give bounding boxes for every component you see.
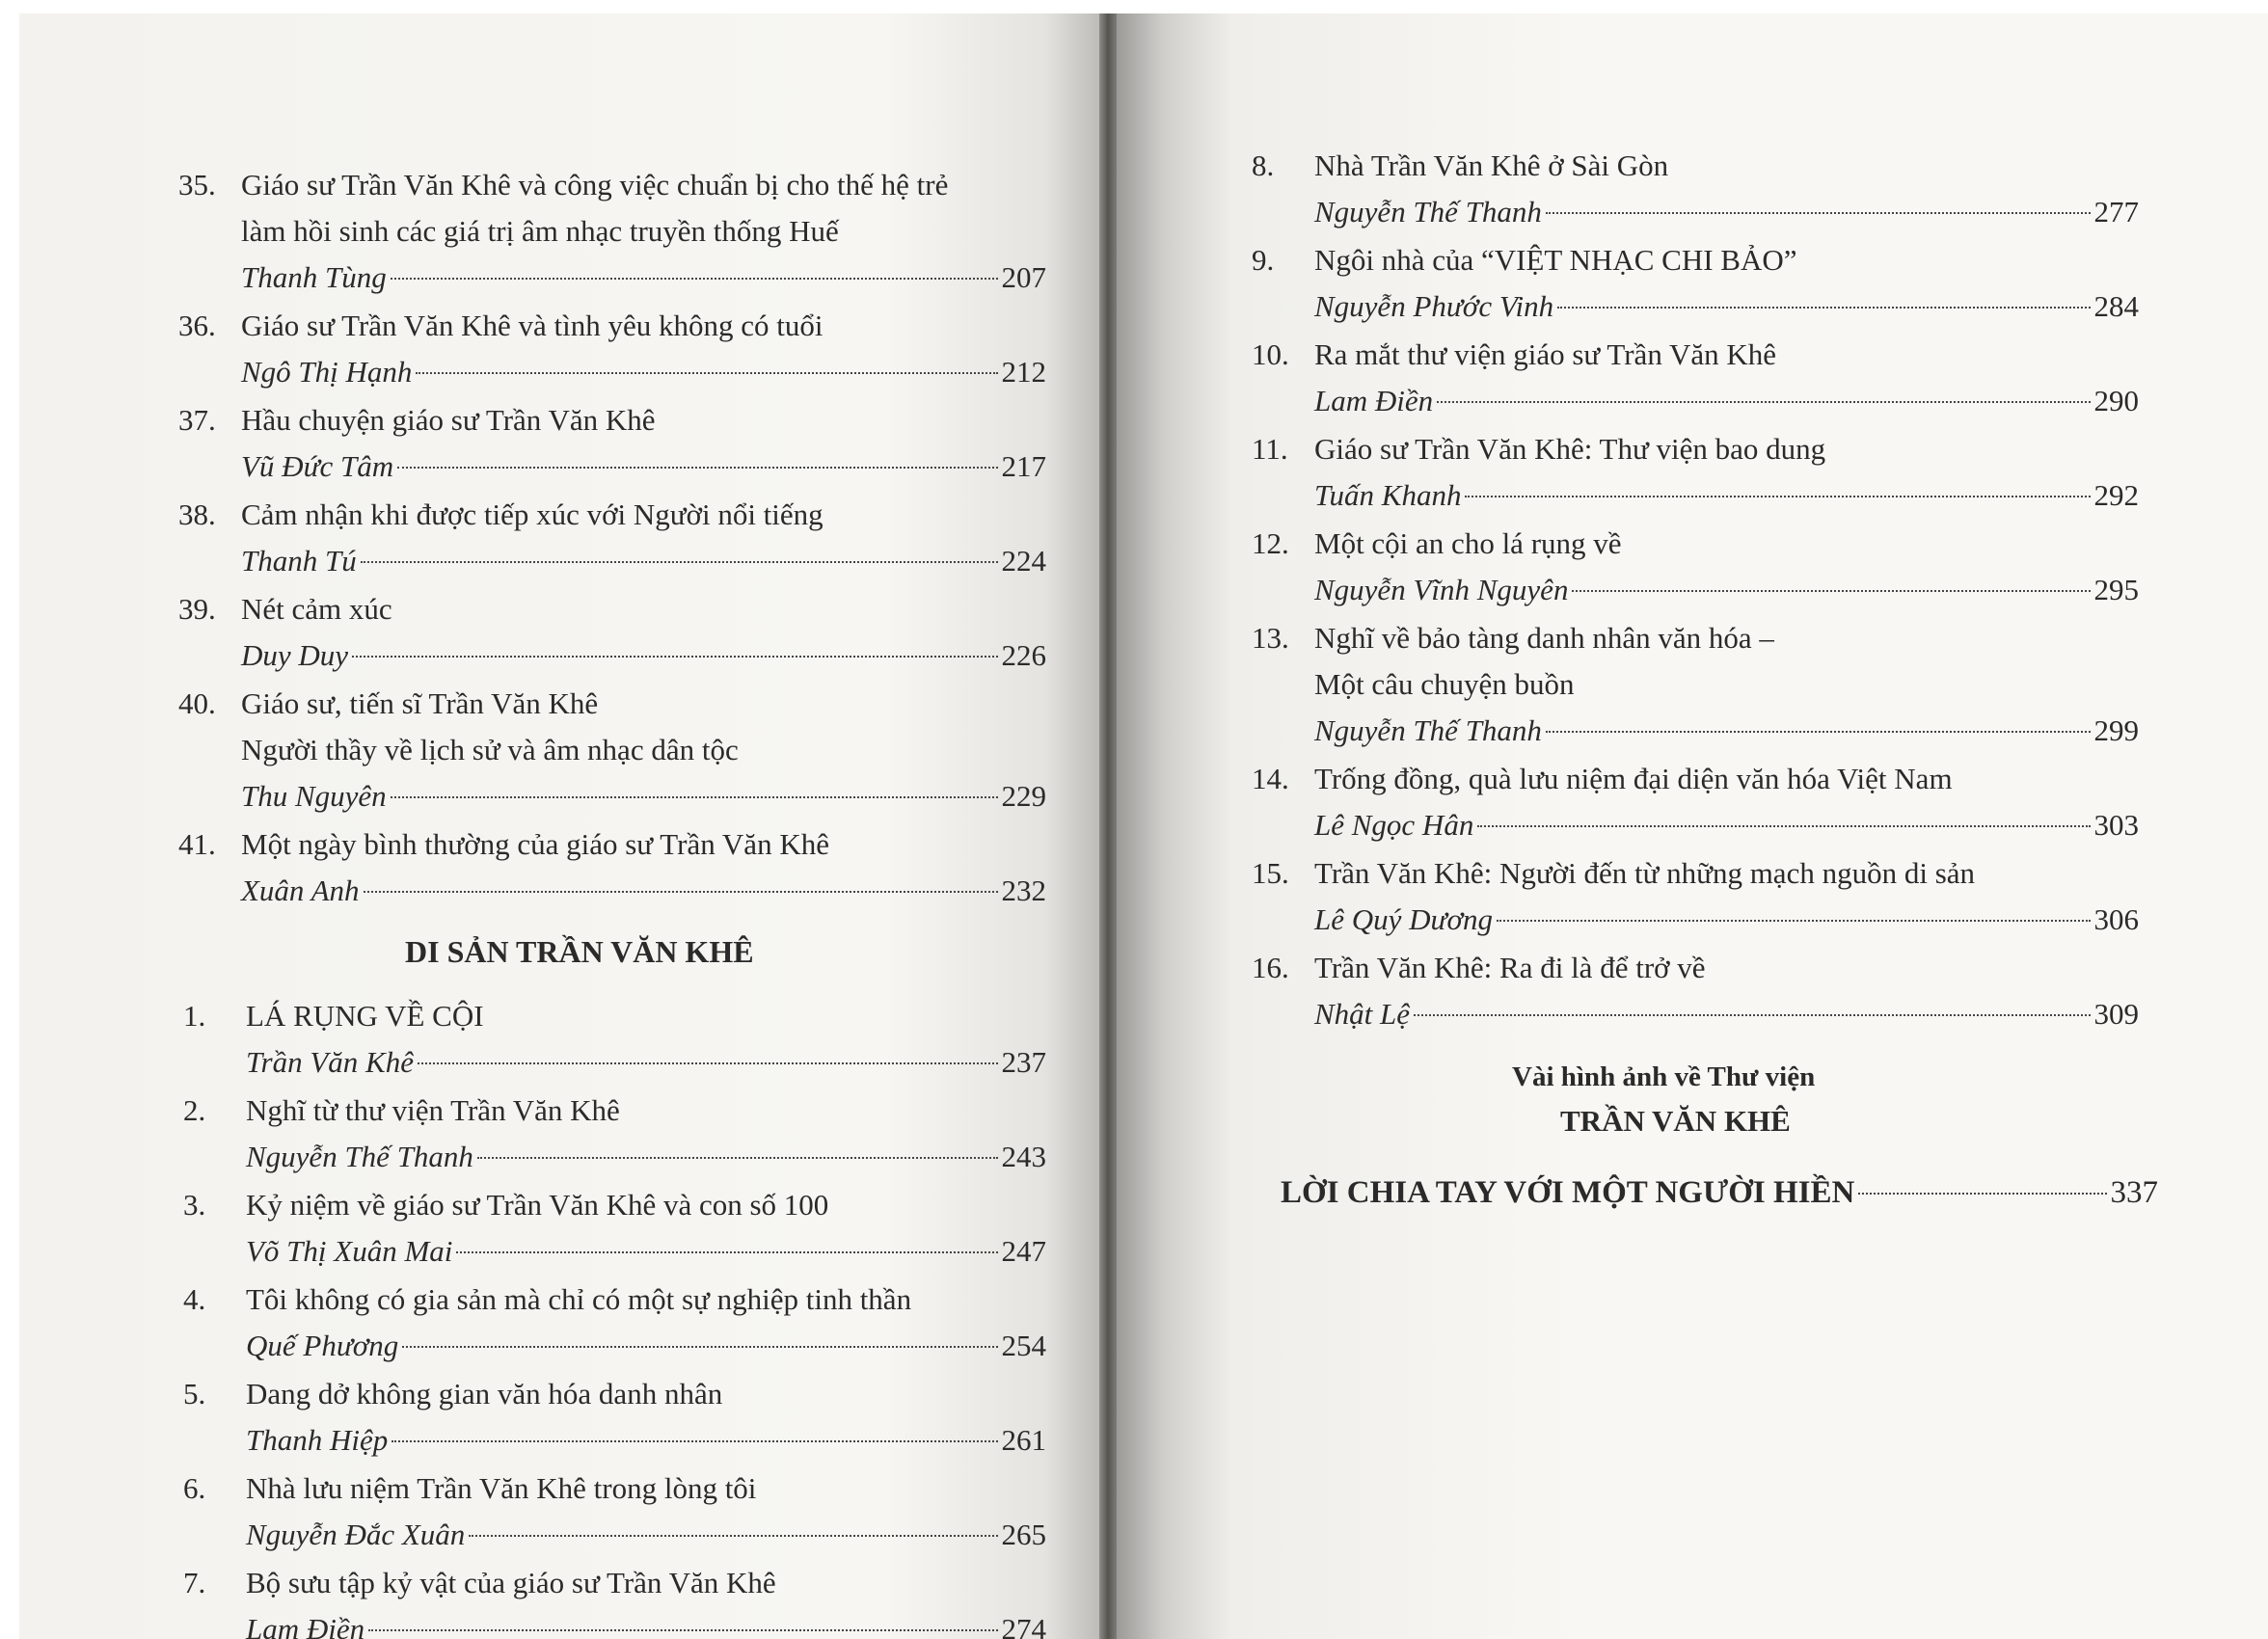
entry-page-number: 243 bbox=[1001, 1140, 1046, 1173]
entry-page-number: 299 bbox=[2093, 713, 2139, 747]
entry-author-line bbox=[241, 539, 1046, 583]
entry-author: Lam Điền bbox=[246, 1612, 365, 1639]
entry-author: Nguyễn Phước Vinh bbox=[1314, 289, 1554, 323]
entry-author-line bbox=[246, 1513, 1046, 1557]
entry-author-line bbox=[246, 1135, 1046, 1179]
dot-leader bbox=[391, 278, 998, 280]
entry-page-number: 292 bbox=[2093, 478, 2139, 512]
farewell-page-number: 337 bbox=[2110, 1175, 2158, 1210]
entry-title-line: Một cội an cho lá rụng về bbox=[1314, 526, 1622, 560]
photos-heading-line2: TRẦN VĂN KHÊ bbox=[1560, 1104, 1791, 1138]
entry-title-line: Một ngày bình thường của giáo sư Trần Văn Khê bbox=[241, 827, 829, 861]
entry-author-line bbox=[246, 1418, 1046, 1463]
entry-number: 40. bbox=[178, 686, 216, 720]
entry-page-number: 274 bbox=[1001, 1612, 1046, 1639]
entry-page-number: 237 bbox=[1001, 1045, 1046, 1079]
entry-author-line bbox=[246, 1229, 1046, 1274]
entry-author: Thanh Hiệp bbox=[246, 1423, 389, 1457]
entry-number: 8. bbox=[1252, 148, 1275, 182]
entry-page-number: 247 bbox=[1001, 1234, 1046, 1268]
entry-page-number: 226 bbox=[1001, 638, 1046, 672]
entry-author: Quế Phương bbox=[246, 1329, 399, 1362]
entry-number: 15. bbox=[1252, 856, 1289, 890]
entry-number: 13. bbox=[1252, 621, 1289, 655]
entry-page-number: 295 bbox=[2093, 573, 2139, 606]
entry-page-number: 277 bbox=[2093, 195, 2139, 228]
dot-leader bbox=[416, 372, 997, 374]
entry-page-number: 224 bbox=[1001, 544, 1046, 578]
entry-author-line bbox=[241, 633, 1046, 678]
entry-title-line: Nghĩ từ thư viện Trần Văn Khê bbox=[246, 1093, 620, 1127]
entry-author-line bbox=[246, 1324, 1046, 1368]
entry-author: Võ Thị Xuân Mai bbox=[246, 1234, 453, 1268]
entry-number: 12. bbox=[1252, 526, 1289, 560]
entry-number: 37. bbox=[178, 403, 216, 437]
entry-author: Lê Quý Dương bbox=[1314, 902, 1493, 936]
entry-title-line: Nhà Trần Văn Khê ở Sài Gòn bbox=[1314, 148, 1669, 182]
entry-page-number: 306 bbox=[2093, 902, 2139, 936]
dot-leader bbox=[1465, 496, 2090, 497]
farewell-line bbox=[1281, 1170, 2158, 1215]
entry-title-line: Ngôi nhà của “VIỆT NHẠC CHI BẢO” bbox=[1314, 243, 1797, 277]
entry-number: 10. bbox=[1252, 337, 1289, 371]
entry-number: 39. bbox=[178, 592, 216, 626]
entry-number: 38. bbox=[178, 497, 216, 531]
entry-title-line: Trần Văn Khê: Người đến từ những mạch nguồn di sản bbox=[1314, 856, 1976, 890]
entry-number: 41. bbox=[178, 827, 216, 861]
entry-number: 36. bbox=[178, 309, 216, 342]
dot-leader bbox=[402, 1346, 997, 1348]
entry-author: Nguyễn Thế Thanh bbox=[1314, 713, 1542, 747]
dot-leader bbox=[1858, 1193, 2106, 1195]
entry-page-number: 290 bbox=[2093, 384, 2139, 417]
dot-leader bbox=[364, 891, 998, 893]
entry-number: 2. bbox=[183, 1093, 206, 1127]
dot-leader bbox=[1437, 401, 2090, 403]
entry-author: Thu Nguyên bbox=[241, 779, 387, 813]
dot-leader bbox=[368, 1629, 997, 1631]
entry-number: 14. bbox=[1252, 762, 1289, 795]
dot-leader bbox=[361, 561, 998, 563]
entry-page-number: 284 bbox=[2093, 289, 2139, 323]
book-gutter bbox=[1099, 13, 1117, 1639]
entry-author-line bbox=[1314, 190, 2139, 234]
entry-author-line bbox=[1314, 898, 2139, 942]
entry-author-line bbox=[1314, 473, 2139, 518]
photos-heading-line1: Vài hình ảnh về Thư viện bbox=[1512, 1061, 1816, 1092]
entry-page-number: 229 bbox=[1001, 779, 1046, 813]
entry-number: 16. bbox=[1252, 951, 1289, 984]
entry-title-line: LÁ RỤNG VỀ CỘI bbox=[246, 999, 484, 1033]
entry-author-line bbox=[241, 350, 1046, 394]
entry-author: Duy Duy bbox=[241, 638, 349, 672]
entry-title-line: Giáo sư Trần Văn Khê: Thư viện bao dung bbox=[1314, 432, 1826, 466]
farewell-title: LỜI CHIA TAY VỚI MỘT NGƯỜI HIỀN bbox=[1281, 1175, 1855, 1210]
entry-title-line: Hầu chuyện giáo sư Trần Văn Khê bbox=[241, 403, 656, 437]
dot-leader bbox=[469, 1535, 997, 1537]
entry-title-line: Bộ sưu tập kỷ vật của giáo sư Trần Văn Khê bbox=[246, 1566, 776, 1599]
entry-title-line: Kỷ niệm về giáo sư Trần Văn Khê và con số 100 bbox=[246, 1188, 829, 1222]
entry-page-number: 212 bbox=[1001, 355, 1046, 389]
entry-page-number: 309 bbox=[2093, 997, 2139, 1031]
dot-leader bbox=[391, 796, 998, 798]
entry-author-line bbox=[1314, 709, 2139, 753]
entry-page-number: 265 bbox=[1001, 1518, 1046, 1551]
dot-leader bbox=[1572, 590, 2090, 592]
entry-author-line bbox=[1314, 992, 2139, 1036]
entry-number: 4. bbox=[183, 1282, 206, 1316]
entry-author-line bbox=[246, 1040, 1046, 1085]
entry-author-line bbox=[241, 444, 1046, 489]
entry-author-line bbox=[1314, 568, 2139, 612]
entry-author: Thanh Tùng bbox=[241, 260, 387, 294]
entry-page-number: 303 bbox=[2093, 808, 2139, 842]
entry-author: Lê Ngọc Hân bbox=[1314, 808, 1474, 842]
entry-number: 7. bbox=[183, 1566, 206, 1599]
dot-leader bbox=[352, 656, 997, 658]
dot-leader bbox=[1546, 212, 2091, 214]
entry-page-number: 261 bbox=[1001, 1423, 1046, 1457]
entry-author: Nguyễn Thế Thanh bbox=[1314, 195, 1542, 228]
entry-title-line: Ra mắt thư viện giáo sư Trần Văn Khê bbox=[1314, 337, 1777, 371]
entry-title-line: Giáo sư, tiến sĩ Trần Văn Khê bbox=[241, 686, 599, 720]
entry-number: 5. bbox=[183, 1377, 206, 1411]
entry-page-number: 207 bbox=[1001, 260, 1046, 294]
entry-page-number: 254 bbox=[1001, 1329, 1046, 1362]
entry-number: 6. bbox=[183, 1471, 206, 1505]
entry-author-line bbox=[241, 774, 1046, 819]
dot-leader bbox=[456, 1251, 997, 1253]
entry-author-line bbox=[241, 255, 1046, 300]
entry-author-line bbox=[246, 1607, 1046, 1639]
entry-title-line: Nét cảm xúc bbox=[241, 592, 392, 626]
dot-leader bbox=[477, 1157, 998, 1159]
entry-author: Nguyễn Thế Thanh bbox=[246, 1140, 473, 1173]
entry-author: Vũ Đức Tâm bbox=[241, 449, 394, 483]
entry-author: Tuấn Khanh bbox=[1314, 478, 1462, 512]
dot-leader bbox=[1546, 731, 2091, 733]
entry-page-number: 217 bbox=[1001, 449, 1046, 483]
left-page bbox=[19, 13, 1099, 1639]
entry-title-line: Một câu chuyện buồn bbox=[1314, 667, 1575, 701]
entry-title-line: Trần Văn Khê: Ra đi là để trở về bbox=[1314, 951, 1706, 984]
dot-leader bbox=[392, 1440, 997, 1442]
entry-title-line: Nhà lưu niệm Trần Văn Khê trong lòng tôi bbox=[246, 1471, 757, 1505]
dot-leader bbox=[1497, 920, 2091, 922]
entry-title-line: Tôi không có gia sản mà chỉ có một sự nghiệp tinh thần bbox=[246, 1282, 912, 1316]
entry-page-number: 232 bbox=[1001, 873, 1046, 907]
entry-author-line bbox=[241, 869, 1046, 913]
entry-author: Lam Điền bbox=[1314, 384, 1434, 417]
dot-leader bbox=[1414, 1014, 2090, 1016]
entry-title-line: Cảm nhận khi được tiếp xúc với Người nổi tiếng bbox=[241, 497, 824, 531]
entry-number: 11. bbox=[1252, 432, 1288, 466]
entry-author-line bbox=[1314, 284, 2139, 329]
entry-author: Thanh Tú bbox=[241, 544, 357, 578]
entry-author: Xuân Anh bbox=[241, 873, 360, 907]
entry-author: Nguyễn Đắc Xuân bbox=[246, 1518, 466, 1551]
dot-leader bbox=[1477, 825, 2090, 827]
entry-title-line: làm hồi sinh các giá trị âm nhạc truyền thống Huế bbox=[241, 214, 839, 248]
entry-title-line: Trống đồng, quà lưu niệm đại diện văn hóa Việt Nam bbox=[1314, 762, 1953, 795]
entry-author: Trần Văn Khê bbox=[246, 1045, 414, 1079]
entry-author: Nhật Lệ bbox=[1314, 997, 1411, 1031]
entry-author: Nguyễn Vĩnh Nguyên bbox=[1314, 573, 1569, 606]
entry-title-line: Dang dở không gian văn hóa danh nhân bbox=[246, 1377, 723, 1411]
entry-number: 1. bbox=[183, 999, 206, 1033]
entry-number: 35. bbox=[178, 168, 216, 202]
entry-author-line bbox=[1314, 379, 2139, 423]
entry-number: 9. bbox=[1252, 243, 1275, 277]
entry-author: Ngô Thị Hạnh bbox=[241, 355, 413, 389]
entry-title-line: Nghĩ về bảo tàng danh nhân văn hóa – bbox=[1314, 621, 1774, 655]
dot-leader bbox=[397, 467, 997, 469]
right-page bbox=[1117, 13, 2268, 1639]
entry-number: 3. bbox=[183, 1188, 206, 1222]
entry-author-line bbox=[1314, 803, 2139, 847]
dot-leader bbox=[1557, 307, 2090, 309]
entry-title-line: Người thầy về lịch sử và âm nhạc dân tộc bbox=[241, 733, 739, 766]
entry-title-line: Giáo sư Trần Văn Khê và tình yêu không có tuổi bbox=[241, 309, 824, 342]
entry-title-line: Giáo sư Trần Văn Khê và công việc chuẩn bị cho thế hệ trẻ bbox=[241, 168, 949, 202]
dot-leader bbox=[418, 1062, 998, 1064]
section-heading: DI SẢN TRẦN VĂN KHÊ bbox=[405, 934, 754, 969]
